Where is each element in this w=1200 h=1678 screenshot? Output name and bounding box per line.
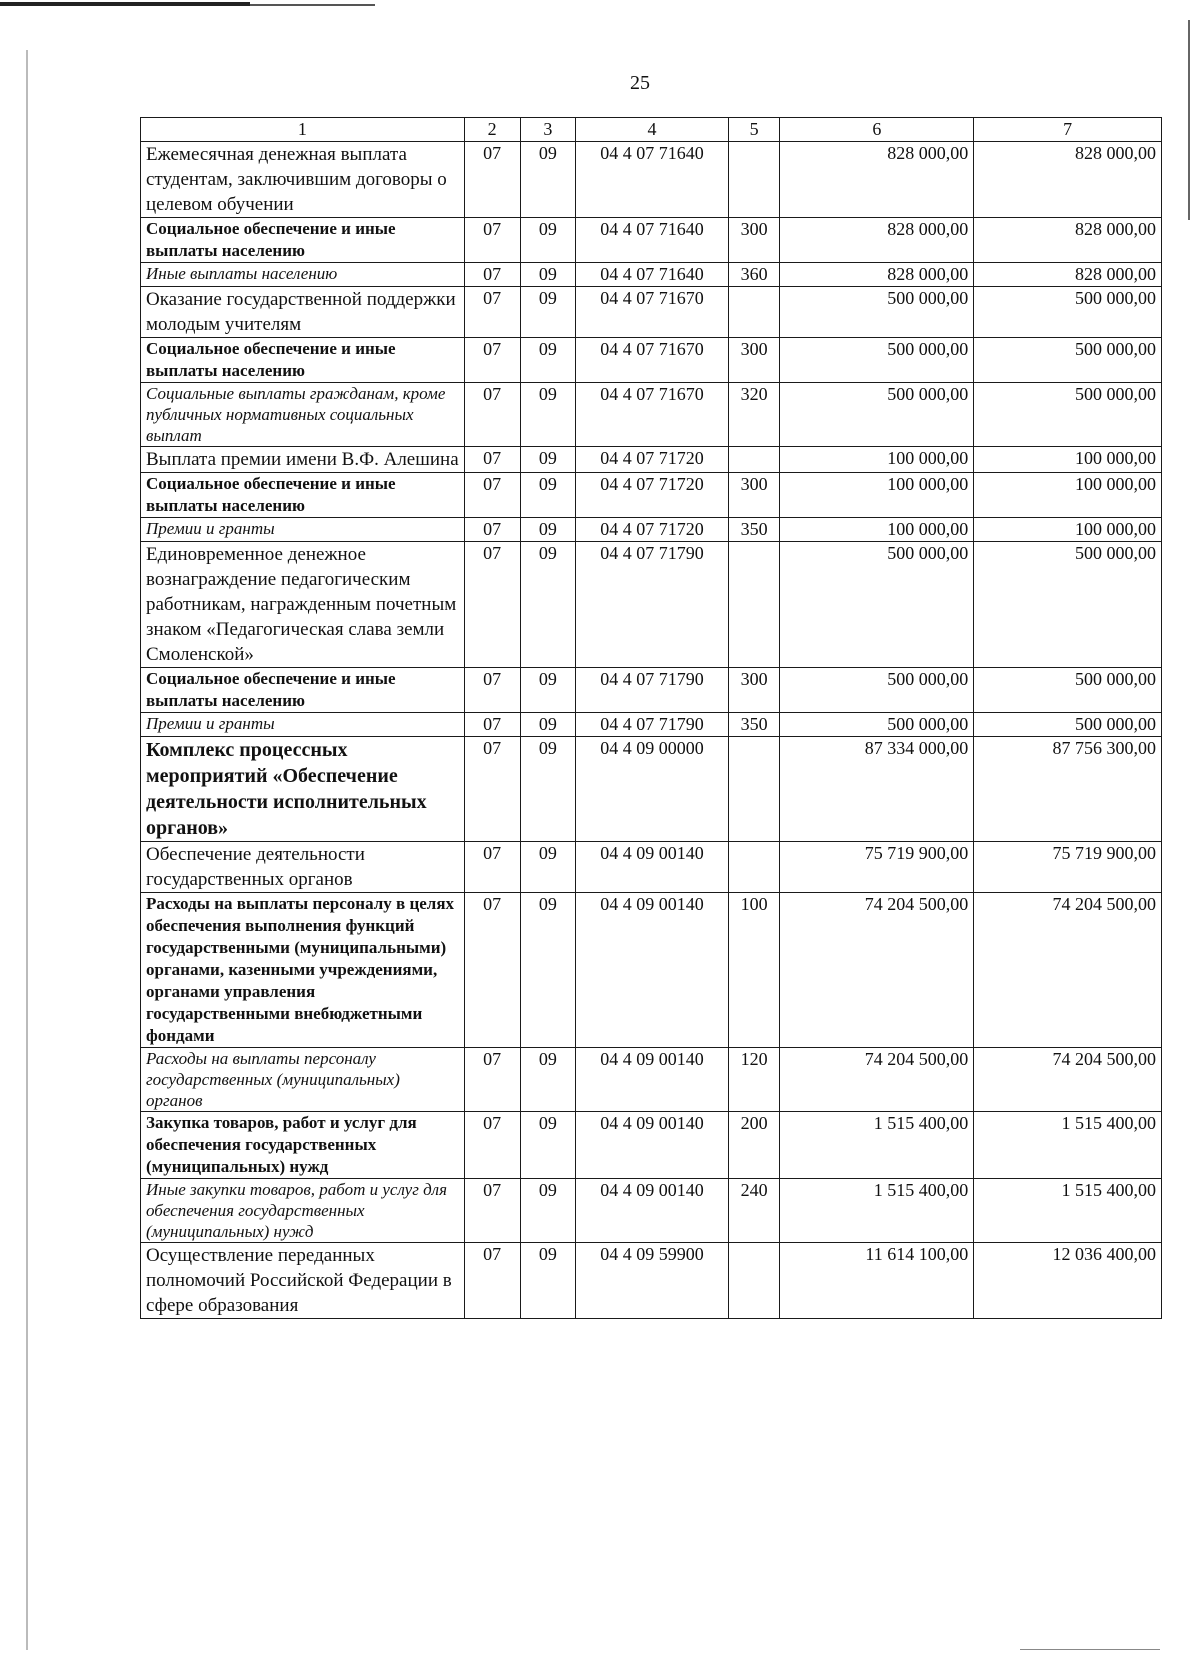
target-article-cell: 04 4 09 00000	[576, 737, 729, 842]
amount-col7-cell: 100 000,00	[974, 473, 1162, 518]
section-code-cell: 07	[464, 842, 520, 893]
amount-col7-cell: 500 000,00	[974, 287, 1162, 338]
section-code-cell: 07	[464, 473, 520, 518]
table-row	[141, 1179, 1162, 1243]
subsection-code-cell: 09	[520, 542, 576, 668]
section-code-cell: 07	[464, 1048, 520, 1112]
expense-type-cell	[728, 737, 780, 842]
expense-name-cell: Иные закупки товаров, работ и услуг для обеспечения государственных (муниципальных) нужд	[141, 1179, 465, 1243]
table-row	[141, 1112, 1162, 1179]
target-article-cell: 04 4 09 00140	[576, 893, 729, 1048]
subsection-code-cell: 09	[520, 263, 576, 287]
column-header: 6	[780, 118, 974, 142]
target-article-cell: 04 4 07 71720	[576, 447, 729, 473]
subsection-code-cell: 09	[520, 713, 576, 737]
amount-col7-cell: 100 000,00	[974, 447, 1162, 473]
amount-col6-cell: 87 334 000,00	[780, 737, 974, 842]
amount-col6-cell: 500 000,00	[780, 383, 974, 447]
section-code-cell: 07	[464, 1179, 520, 1243]
expense-type-cell	[728, 542, 780, 668]
amount-col7-cell: 75 719 900,00	[974, 842, 1162, 893]
amount-col6-cell: 500 000,00	[780, 713, 974, 737]
expense-type-cell	[728, 447, 780, 473]
expense-type-cell: 360	[728, 263, 780, 287]
column-header: 1	[141, 118, 465, 142]
expense-type-cell	[728, 287, 780, 338]
table-row	[141, 1048, 1162, 1112]
amount-col6-cell: 500 000,00	[780, 287, 974, 338]
table-row	[141, 447, 1162, 473]
amount-col6-cell: 74 204 500,00	[780, 893, 974, 1048]
subsection-code-cell: 09	[520, 518, 576, 542]
table-row	[141, 473, 1162, 518]
expense-type-cell: 320	[728, 383, 780, 447]
target-article-cell: 04 4 07 71640	[576, 142, 729, 218]
subsection-code-cell: 09	[520, 142, 576, 218]
table-row	[141, 218, 1162, 263]
header-row	[141, 118, 1162, 142]
table-row	[141, 338, 1162, 383]
expense-type-cell: 100	[728, 893, 780, 1048]
section-code-cell: 07	[464, 737, 520, 842]
table-body	[141, 142, 1162, 1319]
target-article-cell: 04 4 09 59900	[576, 1243, 729, 1319]
subsection-code-cell: 09	[520, 1048, 576, 1112]
expense-name-cell: Социальное обеспечение и иные выплаты населению	[141, 668, 465, 713]
table-row	[141, 668, 1162, 713]
target-article-cell: 04 4 09 00140	[576, 1112, 729, 1179]
amount-col6-cell: 500 000,00	[780, 338, 974, 383]
section-code-cell: 07	[464, 447, 520, 473]
table-row	[141, 383, 1162, 447]
section-code-cell: 07	[464, 713, 520, 737]
amount-col7-cell: 12 036 400,00	[974, 1243, 1162, 1319]
target-article-cell: 04 4 07 71720	[576, 518, 729, 542]
table-row	[141, 142, 1162, 218]
section-code-cell: 07	[464, 1243, 520, 1319]
expense-type-cell: 300	[728, 668, 780, 713]
amount-col7-cell: 828 000,00	[974, 142, 1162, 218]
section-code-cell: 07	[464, 338, 520, 383]
expense-name-cell: Осуществление переданных полномочий Российской Федерации в сфере образования	[141, 1243, 465, 1319]
expense-name-cell: Социальное обеспечение и иные выплаты населению	[141, 473, 465, 518]
target-article-cell: 04 4 07 71640	[576, 263, 729, 287]
expense-type-cell: 300	[728, 338, 780, 383]
expense-type-cell: 350	[728, 518, 780, 542]
subsection-code-cell: 09	[520, 473, 576, 518]
table-row	[141, 263, 1162, 287]
amount-col6-cell: 100 000,00	[780, 473, 974, 518]
column-header: 3	[520, 118, 576, 142]
expense-type-cell: 120	[728, 1048, 780, 1112]
section-code-cell: 07	[464, 518, 520, 542]
amount-col7-cell: 828 000,00	[974, 218, 1162, 263]
target-article-cell: 04 4 07 71720	[576, 473, 729, 518]
amount-col7-cell: 74 204 500,00	[974, 893, 1162, 1048]
expense-name-cell: Единовременное денежное вознаграждение педагогическим работникам, награжденным почетным знаком «Педагогическая слава земли Смоленской»	[141, 542, 465, 668]
amount-col7-cell: 500 000,00	[974, 542, 1162, 668]
subsection-code-cell: 09	[520, 893, 576, 1048]
subsection-code-cell: 09	[520, 218, 576, 263]
table-row	[141, 713, 1162, 737]
scan-edge-right	[1188, 20, 1190, 220]
expense-type-cell: 200	[728, 1112, 780, 1179]
expense-name-cell: Премии и гранты	[141, 713, 465, 737]
amount-col7-cell: 87 756 300,00	[974, 737, 1162, 842]
subsection-code-cell: 09	[520, 383, 576, 447]
target-article-cell: 04 4 09 00140	[576, 1179, 729, 1243]
subsection-code-cell: 09	[520, 447, 576, 473]
amount-col6-cell: 1 515 400,00	[780, 1179, 974, 1243]
scan-mark-thin	[250, 4, 375, 6]
amount-col6-cell: 75 719 900,00	[780, 842, 974, 893]
target-article-cell: 04 4 07 71670	[576, 338, 729, 383]
subsection-code-cell: 09	[520, 338, 576, 383]
table-row	[141, 518, 1162, 542]
section-code-cell: 07	[464, 287, 520, 338]
amount-col7-cell: 500 000,00	[974, 668, 1162, 713]
amount-col7-cell: 500 000,00	[974, 338, 1162, 383]
amount-col6-cell: 1 515 400,00	[780, 1112, 974, 1179]
section-code-cell: 07	[464, 668, 520, 713]
expense-name-cell: Обеспечение деятельности государственных органов	[141, 842, 465, 893]
expense-type-cell	[728, 142, 780, 218]
expense-name-cell: Закупка товаров, работ и услуг для обеспечения государственных (муниципальных) нужд	[141, 1112, 465, 1179]
target-article-cell: 04 4 07 71670	[576, 383, 729, 447]
section-code-cell: 07	[464, 263, 520, 287]
expense-type-cell	[728, 842, 780, 893]
scan-edge-top	[0, 0, 380, 8]
table-row	[141, 287, 1162, 338]
subsection-code-cell: 09	[520, 842, 576, 893]
target-article-cell: 04 4 09 00140	[576, 1048, 729, 1112]
target-article-cell: 04 4 09 00140	[576, 842, 729, 893]
amount-col7-cell: 828 000,00	[974, 263, 1162, 287]
section-code-cell: 07	[464, 542, 520, 668]
expense-type-cell: 240	[728, 1179, 780, 1243]
scan-edge-left	[26, 50, 28, 1650]
column-header: 2	[464, 118, 520, 142]
subsection-code-cell: 09	[520, 668, 576, 713]
expense-name-cell: Социальные выплаты гражданам, кроме публичных нормативных социальных выплат	[141, 383, 465, 447]
subsection-code-cell: 09	[520, 287, 576, 338]
column-header: 5	[728, 118, 780, 142]
subsection-code-cell: 09	[520, 1179, 576, 1243]
section-code-cell: 07	[464, 383, 520, 447]
target-article-cell: 04 4 07 71790	[576, 668, 729, 713]
amount-col7-cell: 500 000,00	[974, 383, 1162, 447]
expense-name-cell: Ежемесячная денежная выплата студентам, заключившим договоры о целевом обучении	[141, 142, 465, 218]
amount-col7-cell: 500 000,00	[974, 713, 1162, 737]
target-article-cell: 04 4 07 71790	[576, 542, 729, 668]
amount-col6-cell: 828 000,00	[780, 218, 974, 263]
expense-name-cell: Премии и гранты	[141, 518, 465, 542]
column-header: 4	[576, 118, 729, 142]
amount-col6-cell: 100 000,00	[780, 518, 974, 542]
expense-type-cell: 350	[728, 713, 780, 737]
amount-col6-cell: 500 000,00	[780, 668, 974, 713]
table-row	[141, 842, 1162, 893]
expense-name-cell: Социальное обеспечение и иные выплаты населению	[141, 338, 465, 383]
amount-col6-cell: 500 000,00	[780, 542, 974, 668]
amount-col7-cell: 100 000,00	[974, 518, 1162, 542]
table-row	[141, 1243, 1162, 1319]
expense-type-cell: 300	[728, 473, 780, 518]
subsection-code-cell: 09	[520, 1112, 576, 1179]
column-header: 7	[974, 118, 1162, 142]
table-row	[141, 893, 1162, 1048]
subsection-code-cell: 09	[520, 1243, 576, 1319]
expense-name-cell: Выплата премии имени В.Ф. Алешина	[141, 447, 465, 473]
scan-mark-thick	[0, 2, 250, 6]
table-row	[141, 737, 1162, 842]
expense-name-cell: Оказание государственной поддержки молодым учителям	[141, 287, 465, 338]
amount-col6-cell: 828 000,00	[780, 142, 974, 218]
amount-col6-cell: 11 614 100,00	[780, 1243, 974, 1319]
expense-type-cell	[728, 1243, 780, 1319]
section-code-cell: 07	[464, 1112, 520, 1179]
expense-name-cell: Социальное обеспечение и иные выплаты населению	[141, 218, 465, 263]
amount-col7-cell: 1 515 400,00	[974, 1112, 1162, 1179]
amount-col6-cell: 74 204 500,00	[780, 1048, 974, 1112]
expense-name-cell: Иные выплаты населению	[141, 263, 465, 287]
target-article-cell: 04 4 07 71790	[576, 713, 729, 737]
section-code-cell: 07	[464, 142, 520, 218]
subsection-code-cell: 09	[520, 737, 576, 842]
scan-edge-bottom	[1020, 1649, 1160, 1650]
amount-col6-cell: 100 000,00	[780, 447, 974, 473]
expense-name-cell: Расходы на выплаты персоналу государственных (муниципальных) органов	[141, 1048, 465, 1112]
target-article-cell: 04 4 07 71640	[576, 218, 729, 263]
page-number: 25	[630, 72, 650, 94]
amount-col6-cell: 828 000,00	[780, 263, 974, 287]
target-article-cell: 04 4 07 71670	[576, 287, 729, 338]
amount-col7-cell: 74 204 500,00	[974, 1048, 1162, 1112]
expense-name-cell: Комплекс процессных мероприятий «Обеспечение деятельности исполнительных органов»	[141, 737, 465, 842]
section-code-cell: 07	[464, 893, 520, 1048]
expense-type-cell: 300	[728, 218, 780, 263]
table-row	[141, 542, 1162, 668]
section-code-cell: 07	[464, 218, 520, 263]
budget-table	[140, 117, 1162, 1319]
expense-name-cell: Расходы на выплаты персоналу в целях обеспечения выполнения функций государственными (муниципальными) органами, казенными учреждениями, органами управления государственными внебюджетными фондами	[141, 893, 465, 1048]
amount-col7-cell: 1 515 400,00	[974, 1179, 1162, 1243]
